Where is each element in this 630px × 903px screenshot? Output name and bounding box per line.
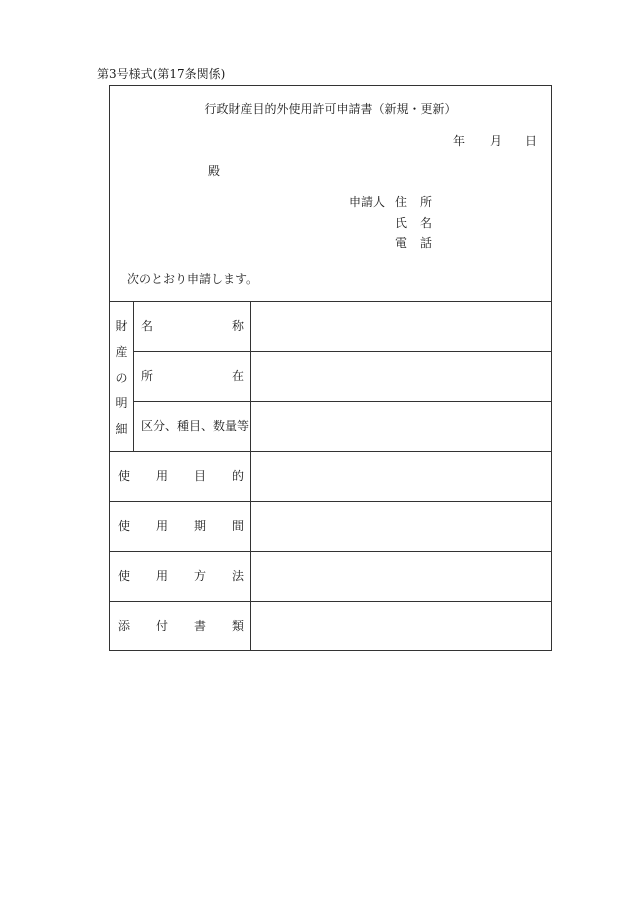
attached-documents-field[interactable]: [251, 602, 551, 650]
property-classification-field[interactable]: [251, 402, 551, 451]
property-location-label: 所 在: [141, 369, 244, 383]
property-group-divider: [133, 301, 134, 451]
property-group-char: の: [115, 370, 128, 385]
usage-purpose-label: 使 用 目 的: [118, 469, 244, 483]
application-statement: 次のとおり申請します。: [127, 272, 259, 286]
usage-period-field[interactable]: [251, 502, 551, 551]
property-group-char: 細: [115, 422, 128, 436]
property-name-field[interactable]: [251, 302, 551, 351]
usage-method-label: 使 用 方 法: [118, 569, 244, 583]
addressee-suffix: 殿: [208, 164, 221, 178]
property-name-label: 名 称: [141, 319, 244, 333]
name-label-1: 氏: [395, 216, 408, 230]
usage-purpose-field[interactable]: [251, 452, 551, 501]
property-group-char: 財: [115, 319, 128, 333]
application-form: [109, 85, 552, 651]
date-day-label: 日: [525, 134, 538, 148]
property-group-char: 産: [115, 344, 128, 359]
address-label-2: 所: [420, 195, 433, 209]
property-location-field[interactable]: [251, 352, 551, 401]
name-label-2: 名: [420, 216, 433, 230]
form-number-caption: 第3号様式(第17条関係): [97, 67, 226, 81]
phone-label-2: 話: [420, 236, 433, 250]
property-details-group-label: [110, 319, 133, 436]
applicant-label: 申請人: [349, 195, 386, 209]
usage-period-label: 使 用 期 間: [118, 519, 244, 533]
attached-documents-label: 添 付 書 類: [118, 619, 244, 633]
form-title: 行政財産目的外使用許可申請書（新規・更新）: [204, 102, 457, 116]
address-label-1: 住: [395, 195, 408, 209]
date-year-label: 年: [453, 134, 466, 148]
date-month-label: 月: [490, 134, 503, 148]
property-classification-label: 区分、種目、数量等: [141, 419, 250, 433]
phone-label-1: 電: [395, 236, 408, 250]
usage-method-field[interactable]: [251, 552, 551, 601]
property-group-char: 明: [115, 396, 128, 411]
